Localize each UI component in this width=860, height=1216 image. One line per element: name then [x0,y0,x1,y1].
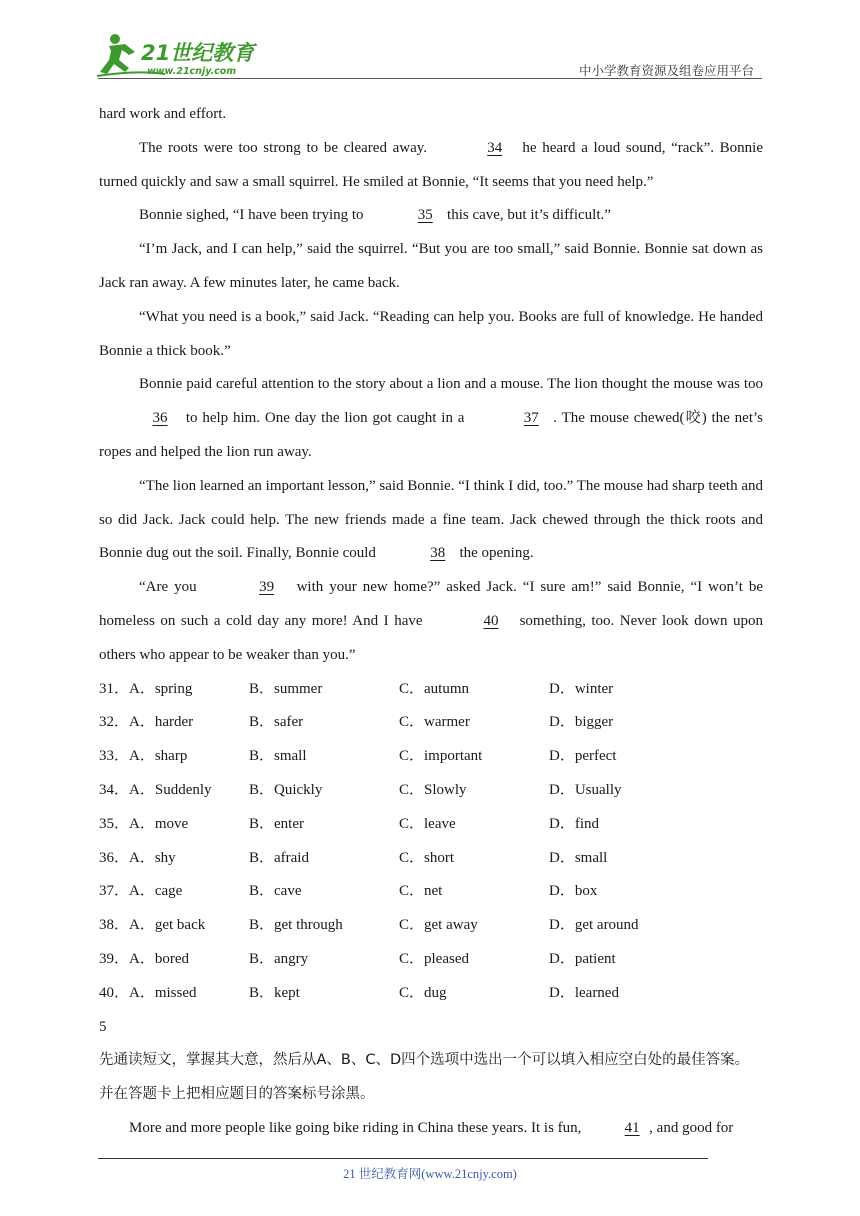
instruction-text: 先通读短文，掌握其大意，然后从A、B、C、D四个选项中选出一个可以填入相应空白处的最佳答案。并在答题卡上把相应题目的答案标号涂黑。 [99,1052,750,1103]
question-row [99,842,763,876]
question-row [99,943,763,977]
blank-34: 34 [487,139,503,156]
option-a: A．get back [129,917,206,934]
option-b: B．get through [249,917,343,934]
paragraph: Bonnie sighed, “I have been trying to 35 this cave, but it’s difficult.” [99,199,763,233]
option-a: A．Suddenly [129,781,212,798]
option-c: C．net [399,883,443,900]
platform-name: 中小学教育资源及组卷应用平台 [578,63,754,78]
option-c: C．dug [399,984,447,1001]
option-c: C．Slowly [399,781,467,798]
option-d: D．patient [549,950,616,967]
paragraph: Bonnie paid careful attention to the story about a lion and a mouse. The lion thought the mouse was too 36 to help him. One day the lion got caught in a 37 . The mouse chewed(咬) the net’s ropes and helped the lion run away. [99,376,763,460]
paragraph: hard work and effort. [99,106,227,122]
option-a: A．bored [129,950,190,967]
option-c: C．pleased [399,950,469,967]
question-row [99,774,763,808]
paragraph: “I’m Jack, and I can help,” said the squirrel. “But you are too small,” said Bonnie. Bonnie sat down as Jack ran away. A few minutes later, he came back. [99,241,763,291]
paragraph: “The lion learned an important lesson,” said Bonnie. “I think I did, too.” The mouse had sharp teeth and so did Jack. Jack could help. The new friends made a fine team. Jack chewed through the thick roots and Bonnie dug out the soil. Finally, Bonnie could 38 the opening. [99,470,763,571]
blank-37: 37 [523,410,539,427]
question-number: 33． [99,748,130,765]
question-row [99,808,763,842]
footer-divider [98,1158,708,1159]
paragraph: More and more people like going bike riding in China these years. It is fun, 41 , and good for [99,1112,763,1146]
question-row [99,909,763,943]
option-d: D．learned [549,984,619,1001]
option-d: D．small [549,849,608,866]
header-divider [98,78,762,79]
document-body [99,98,763,1146]
logo-url: www.21cnjy.com [147,66,237,77]
question-number: 39． [99,950,130,967]
paragraph: The roots were too strong to be cleared away. 34 he heard a loud sound, “rack”. Bonnie turned quickly and saw a small squirrel. He smiled at Bonnie, “It seems that you need help.” [99,132,763,200]
option-c: C．leave [399,815,456,832]
option-a: A．sharp [129,748,188,765]
blank-38: 38 [430,545,446,562]
paragraph: “Are you 39 with your new home?” asked Jack. “I sure am!” said Bonnie, “I won’t be homeless on such a cold day any more! And I have 40 something, too. Never look down upon others who appear to be weaker than you.” [99,571,763,672]
option-a: A．missed [129,984,197,1001]
option-b: B．summer [249,680,323,697]
blank-40: 40 [483,612,499,629]
site-logo [95,30,265,82]
question-row [99,673,763,707]
blank-41: 41 [624,1119,640,1136]
blank-36: 36 [152,410,168,427]
question-number: 40． [99,984,130,1001]
option-d: D．winter [549,680,614,697]
question-row [99,706,763,740]
option-a: A．shy [129,849,176,866]
question-number: 37． [99,883,130,900]
option-d: D．find [549,815,599,832]
question-number: 31． [99,680,130,697]
option-b: B．small [249,748,307,765]
option-c: C．warmer [399,714,470,731]
question-row [99,740,763,774]
question-row [99,977,763,1011]
option-d: D．Usually [549,781,622,798]
question-number: 36． [99,849,130,866]
section-number: 5 [99,1018,107,1035]
question-row [99,875,763,909]
option-a: A．cage [129,883,183,900]
paragraph: “What you need is a book,” said Jack. “Reading can help you. Books are full of knowledge. He handed Bonnie a thick book.” [99,308,763,359]
option-a: A．spring [129,680,193,697]
footer-text: 21 世纪教育网(www.21cnjy.com) [343,1167,517,1181]
question-number: 35． [99,815,130,832]
option-a: A．harder [129,714,194,731]
logo-text: 21世纪教育 [141,41,255,65]
question-number: 32． [99,714,130,731]
option-c: C．important [399,748,483,765]
option-c: C．short [399,849,455,866]
option-c: C．autumn [399,680,469,697]
option-b: B．enter [249,815,304,832]
question-number: 38． [99,917,130,934]
page-header [0,0,860,90]
option-a: A．move [129,815,189,832]
option-b: B．Quickly [249,781,323,798]
option-d: D．perfect [549,748,617,765]
option-b: B．angry [249,950,309,967]
option-b: B．cave [249,883,302,900]
blank-35: 35 [417,207,433,224]
option-d: D．box [549,883,598,900]
question-number: 34． [99,781,130,798]
options-list [99,673,763,1011]
option-d: D．bigger [549,714,614,731]
option-c: C．get away [399,917,478,934]
blank-39: 39 [259,579,275,596]
option-b: B．safer [249,714,304,731]
option-b: B．kept [249,984,300,1001]
option-d: D．get around [549,917,639,934]
option-b: B．afraid [249,849,309,866]
